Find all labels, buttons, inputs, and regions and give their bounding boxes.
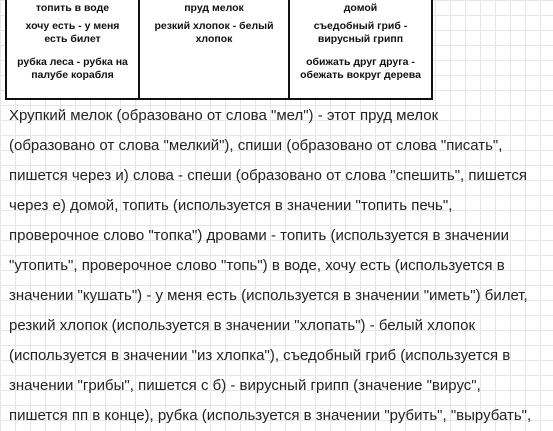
text-line: пишется пп в конце), рубка (используется в значении "рубить", "вырубать", [9, 407, 532, 424]
table-column-3 [288, 0, 431, 98]
text-line: значении "грибы", пишется с б) - вирусный грипп (значение "вирус", [9, 377, 481, 394]
text-line: проверочное слово "топка") дровами - топить (используется в значении [9, 227, 510, 244]
table-cell: резкий хлопок - белый хлопок [154, 20, 274, 45]
table-cell: обижать друг друга - обежать вокруг дерева [300, 56, 421, 81]
table-cell: топить в воде [35, 2, 110, 14]
text-line: (используется в значении "из хлопка"), съедобный гриб (используется в [9, 347, 511, 364]
table-cell: рубка леса - рубка на палубе корабля [17, 56, 128, 81]
table-cell: пруд мелок [184, 2, 244, 14]
text-line: значении "кушать") - у меня есть (используется в значении "иметь") билет, [9, 287, 528, 304]
table-cell: домой [343, 2, 378, 14]
text-line: (образовано от слова "мелкий"), спиши (образовано от слова "писать", [9, 137, 503, 154]
table-column-1 [7, 0, 138, 98]
answer-table [5, 0, 433, 100]
text-line: "утопить", проверочное слово "топь") в воде, хочу есть (используется в [9, 257, 505, 274]
text-line: резкий хлопок (используется в значении "хлопать") - белый хлопок [9, 317, 476, 334]
table-column-2 [138, 0, 288, 98]
explanation-text [9, 101, 549, 431]
text-line: Хрупкий мелок (образовано от слова "мел") - этот пруд мелок [9, 107, 439, 124]
table-cell: съедобный гриб - вирусный грипп [313, 20, 408, 45]
text-line: через е) домой, топить (используется в значении "топить печь", [9, 197, 453, 214]
table-cell: хочу есть - у меня есть билет [25, 20, 120, 45]
text-line: пишется через и) слова - спеши (образовано от слова "спешить", пишется [9, 167, 528, 184]
